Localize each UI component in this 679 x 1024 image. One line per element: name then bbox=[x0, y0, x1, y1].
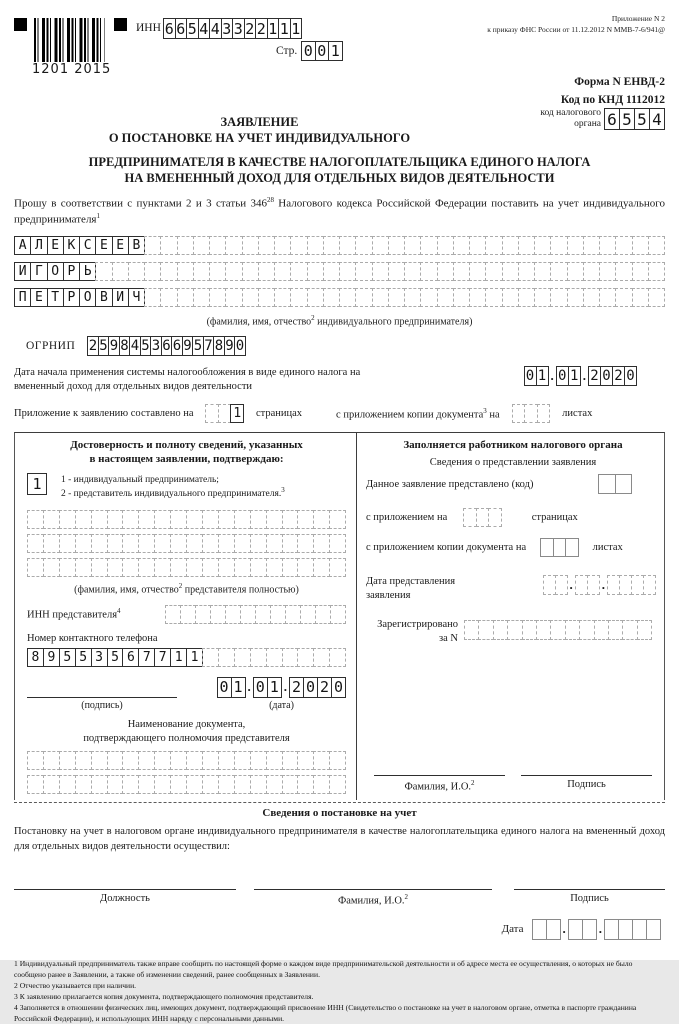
phone-label: Номер контактного телефона bbox=[27, 632, 158, 644]
ogrnip-label: ОГРНИП bbox=[26, 339, 76, 352]
officer-sign-col bbox=[521, 764, 652, 793]
representative-fio-block bbox=[27, 510, 346, 595]
confirmation-section bbox=[14, 432, 665, 800]
signature-caption: (подпись) bbox=[81, 699, 123, 711]
applicant-confirmation-column bbox=[15, 433, 356, 800]
registration-mark-right bbox=[114, 18, 127, 31]
copy-attachment-label: с приложением копии документа$^3$ на bbox=[336, 406, 500, 421]
start-date-row bbox=[14, 366, 665, 395]
rep-inn-row bbox=[27, 605, 346, 624]
registration-signature-row bbox=[14, 878, 665, 907]
firstname-field[interactable]: И Г О Р Ь bbox=[14, 262, 665, 281]
reg-sign-caption: Подпись bbox=[570, 893, 609, 905]
registration-paragraph: Постановку на учет в налоговом органе индивидуального предпринимателя в качестве налогоплательщика единого налога на вмененный доход для отдельных видов деятельности осуществил: bbox=[14, 826, 665, 852]
submitted-code-field[interactable] bbox=[598, 474, 632, 494]
submit-date-row bbox=[366, 575, 660, 603]
authority-doc-row-2[interactable] bbox=[27, 775, 346, 794]
footnote-2: 2 Отчество указывается при наличии. bbox=[14, 980, 137, 990]
officer-pages-row bbox=[366, 508, 660, 527]
rep-fio-caption: (фамилия, имя, отчество$^2$ представителя полностью) bbox=[74, 582, 299, 596]
officer-copy-label: с приложением копии документа на bbox=[366, 542, 527, 554]
footnote-3: 3 К заявлению прилагается копия документа, подтверждающего полномочия представителя. bbox=[14, 991, 314, 1001]
registration-date-label: Дата bbox=[501, 923, 524, 936]
reg-fio-line[interactable] bbox=[254, 878, 492, 890]
rep-inn-label: ИНН представителя$^4$ bbox=[27, 607, 121, 621]
signer-type-field[interactable]: 1 bbox=[27, 473, 47, 495]
request-paragraph: Прошу в соответствии с пунктами 2 и 3 статьи $346^{28}$ Налогового кодекса Российской Федерации поставить на учет индивидуального предпринимателя$^1$ bbox=[14, 196, 665, 226]
officer-fio-caption: Фамилия, И.О.$^2$ bbox=[404, 778, 475, 792]
registration-heading: Сведения о постановке на учет bbox=[262, 807, 417, 819]
tax-authority-code-box bbox=[540, 108, 665, 130]
submission-subheading: Сведения о представлении заявления bbox=[429, 457, 597, 469]
officer-sign-caption: Подпись bbox=[567, 778, 606, 790]
section-divider bbox=[14, 802, 665, 803]
registered-label: Зарегистрировано за N bbox=[377, 618, 458, 644]
submitted-code-row bbox=[366, 474, 660, 494]
tax-officer-column bbox=[356, 433, 664, 800]
submitted-code-label: Данное заявление представлено (код) bbox=[366, 478, 534, 490]
officer-fio-line[interactable] bbox=[374, 764, 505, 776]
signer-type-row bbox=[27, 473, 346, 502]
tax-authority-code-field[interactable]: 6 5 5 4 bbox=[604, 108, 665, 130]
registered-number-field[interactable] bbox=[464, 620, 652, 640]
title-line-3: ПРЕДПРИНИМАТЕЛЯ В КАЧЕСТВЕ НАЛОГОПЛАТЕЛЬЩИКА ЕДИНОГО НАЛОГА bbox=[88, 154, 591, 169]
reg-fio-col bbox=[254, 878, 492, 907]
officer-pages-label: с приложением на bbox=[366, 512, 448, 524]
footnote-1: 1 Индивидуальный предприниматель также вправе сообщить по настоящей форме о каждом виде предпринимательской деятельности и об адресе места ее осуществления, о которых не было сообщено ранее в Заявлении, а также об изменении сведений, ранее сообщенных в Заявлении. bbox=[14, 958, 633, 979]
rep-inn-field[interactable] bbox=[165, 605, 346, 624]
officer-sign-line[interactable] bbox=[521, 764, 652, 776]
officer-spacer bbox=[366, 646, 660, 760]
reg-sign-col bbox=[514, 878, 665, 907]
sheets-word: листах bbox=[562, 407, 593, 419]
applicant-name-block bbox=[14, 236, 665, 327]
officer-pages-word: страницах bbox=[531, 512, 578, 524]
confirmation-heading: Достоверность и полноту сведений, указанных в настоящем заявлении, подтверждаю: bbox=[70, 438, 303, 466]
attachment-pages-field[interactable]: 1 bbox=[205, 404, 244, 423]
inn-field[interactable]: 6 6 5 4 4 3 3 2 2 1 1 1 bbox=[164, 19, 301, 38]
position-line[interactable] bbox=[14, 878, 236, 890]
submit-date-label: Дата представления заявления bbox=[366, 576, 456, 602]
page-number-label: Стр. bbox=[276, 45, 298, 57]
date-caption: (дата) bbox=[269, 699, 294, 711]
signature-date-field[interactable]: 0 1 . 0 1 . 2 0 2 0 bbox=[217, 677, 347, 698]
rep-fio-row-1[interactable] bbox=[27, 510, 346, 529]
start-date-label: Дата начала применения системы налогообложения в виде единого налога на вмененный доход для отдельных видов деятельности bbox=[14, 366, 361, 393]
position-caption: Должность bbox=[100, 893, 150, 905]
authority-doc-title: Наименование документа, подтверждающего полномочия представителя bbox=[83, 718, 290, 744]
officer-copy-row bbox=[366, 538, 660, 557]
knd-code: Код по КНД 1112012 bbox=[560, 94, 665, 106]
registered-row bbox=[366, 618, 660, 646]
officer-signature-row bbox=[366, 764, 660, 793]
signature-line[interactable] bbox=[27, 682, 177, 698]
registration-mark-left bbox=[14, 18, 27, 31]
patronymic-field[interactable]: П Е Т Р О В И Ч bbox=[14, 288, 665, 307]
registration-date-row bbox=[14, 919, 661, 940]
phone-field[interactable]: 8 9 5 5 3 5 6 7 7 1 1 bbox=[27, 648, 346, 667]
barcode-number: 1201 2015 bbox=[29, 62, 114, 77]
submit-date-field[interactable]: . . bbox=[543, 575, 657, 595]
rep-fio-row-2[interactable] bbox=[27, 534, 346, 553]
officer-heading: Заполняется работником налогового органа bbox=[403, 438, 623, 451]
tax-authority-code-label: код налогового органа bbox=[540, 108, 601, 129]
position-col bbox=[14, 878, 236, 907]
signature-date-row bbox=[27, 677, 346, 698]
footnote-4: 4 Заполняется в отношении физических лиц, имеющих документ, подтверждающий присвоение ИНН (Свидетельство о постановке на учет в налоговом органе, отметка в паспорте гражданина Российской Федерации), и использующих ИНН наряду с персональными данными. bbox=[14, 1002, 637, 1023]
surname-field[interactable]: А Л Е К С Е Е В bbox=[14, 236, 665, 255]
signer-type-legend: 1 - индивидуальный предприниматель; 2 - представитель индивидуального предпринимателя.$^3$ bbox=[61, 474, 285, 500]
copy-sheets-field[interactable] bbox=[512, 404, 551, 423]
appendix-note: Приложение N 2 к приказу ФНС России от 11.12.2012 N ММВ-7-6/941@ bbox=[487, 14, 665, 34]
footnotes bbox=[14, 958, 665, 1024]
reg-sign-line[interactable] bbox=[514, 878, 665, 890]
rep-fio-row-3[interactable] bbox=[27, 558, 346, 577]
form-title bbox=[14, 108, 665, 187]
reg-fio-caption: Фамилия, И.О.$^2$ bbox=[337, 893, 409, 907]
page-number-field[interactable]: 0 0 1 bbox=[301, 41, 343, 61]
ogrnip-row bbox=[14, 336, 665, 356]
officer-pages-field[interactable] bbox=[463, 508, 502, 527]
fio-caption: (фамилия, имя, отчество$^2$ индивидуального предпринимателя) bbox=[206, 314, 473, 328]
form-name: Форма N ЕНВД-2 bbox=[574, 76, 665, 88]
registration-date-field[interactable]: . . bbox=[532, 919, 662, 940]
title-line-4: НА ВМЕНЕННЫЙ ДОХОД ДЛЯ ОТДЕЛЬНЫХ ВИДОВ ДЕЯТЕЛЬНОСТИ bbox=[124, 171, 555, 186]
title-line-1: ЗАЯВЛЕНИЕ bbox=[220, 115, 299, 129]
officer-fio-col bbox=[374, 764, 505, 793]
attachment-row bbox=[14, 404, 665, 423]
form-header bbox=[14, 14, 665, 110]
inn-label: ИНН bbox=[136, 22, 161, 34]
attachment-label: Приложение к заявлению составлено на bbox=[14, 407, 194, 419]
pages-word: страницах bbox=[255, 407, 303, 419]
title-line-2: О ПОСТАНОВКЕ НА УЧЕТ ИНДИВИДУАЛЬНОГО bbox=[108, 131, 411, 146]
start-date-field[interactable]: 0 1 . 0 1 . 2 0 2 0 bbox=[524, 366, 638, 386]
officer-copy-field[interactable] bbox=[540, 538, 579, 557]
authority-doc-row-1[interactable] bbox=[27, 751, 346, 770]
officer-sheets-word: листах bbox=[592, 542, 623, 554]
ogrnip-field[interactable]: 2 5 9 8 4 5 3 6 6 9 5 7 8 9 0 bbox=[88, 337, 245, 354]
signature-captions bbox=[27, 700, 346, 711]
